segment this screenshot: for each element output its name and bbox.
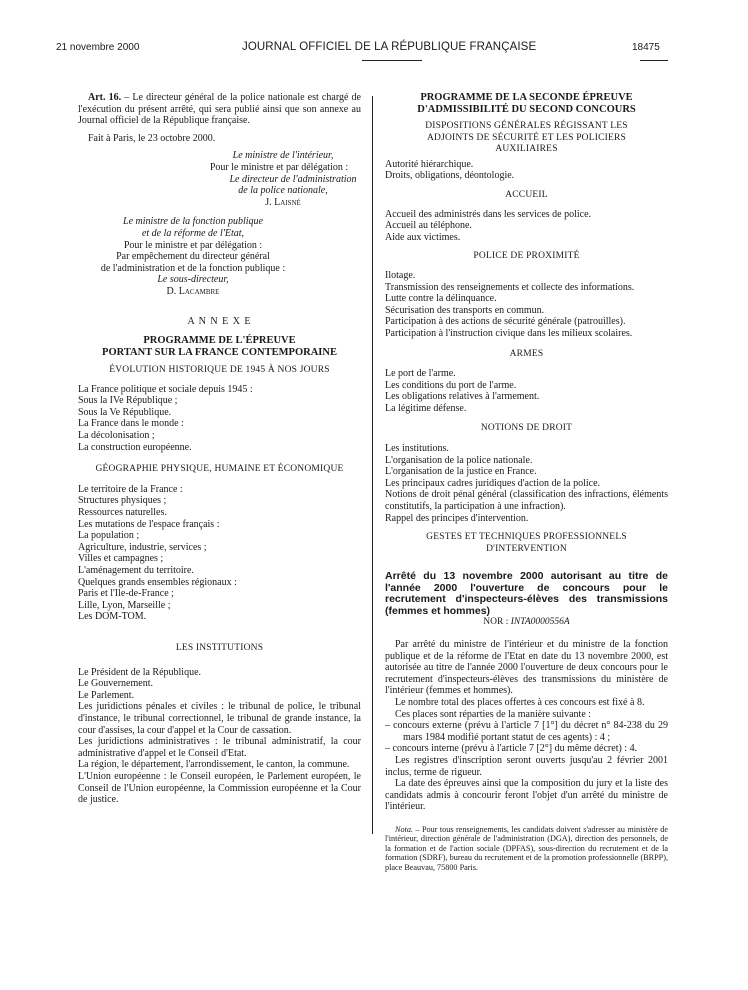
list-item: Les conditions du port de l'arme. (385, 379, 517, 391)
dash-item: – concours externe (prévu à l'article 7 [1°] du décret n° 84-238 du 29 mars 1984 modifié portant statut de ces agents) : 4 ; (385, 720, 668, 743)
annexe-heading: A N N E X E (187, 315, 252, 327)
list-item: Aide aux victimes. (385, 231, 461, 243)
list-item: La légitime défense. (385, 402, 467, 414)
gestes-heading: GESTES ET TECHNIQUES PROFESSIONNELS D'INTERVENTION (426, 532, 627, 554)
programme-title-2: PORTANT SUR LA FRANCE CONTEMPORAINE (102, 347, 337, 359)
list-item: Transmission des renseignements et collecte des informations. (385, 281, 635, 293)
column-separator (372, 96, 373, 834)
list-item: Ressources naturelles. (78, 507, 167, 519)
arrete-title: Arrêté du 13 novembre 2000 autorisant au titre de l'année 2000 l'ouverture de concours pour le recrutement d'inspecteurs-élèves des transmissions (femmes et hommes) (385, 570, 668, 617)
list-item: Structures physiques ; (78, 495, 167, 507)
list-item: Les mutations de l'espace français : (78, 518, 220, 530)
list-item: Le Gouvernement. (78, 678, 153, 690)
list-item: Droits, obligations, déontologie. (385, 170, 515, 182)
paragraph: L'Union européenne : le Conseil européen, le Parlement européen, le Conseil de l'Union européenne, la Commission européenne et la Cour de justice. (78, 770, 361, 806)
list-item: L'organisation de la police nationale. (385, 454, 533, 466)
list-item: Participation à des actions de sécurité générale (patrouilles). (385, 316, 626, 328)
list-item: La construction européenne. (78, 441, 192, 453)
list-item: Les institutions. (385, 443, 449, 455)
list-item: Accueil des administrés dans les services de police. (385, 208, 592, 220)
paragraph: Par arrêté du ministre de l'intérieur et du ministre de la fonction publique et de la réforme de l'Etat en date du 13 novembre 2000, est autorisée au titre de l'année 2000 l'ouverture de deux concours pour le recrutement d'inspecteurs-élèves des transmissions du ministère de l'intérieur (femmes et hommes). (385, 639, 668, 697)
list-item: Le Parlement. (78, 689, 135, 701)
signature-block-1: Le ministre de l'intérieur, Pour le ministre et par délégation : Le directeur de l'administration de la police nationale, J. Laisné (209, 150, 357, 208)
accueil-heading: ACCUEIL (505, 189, 548, 200)
list-item: Rappel des principes d'intervention. (385, 512, 529, 524)
paragraph: La région, le département, l'arrondissement, le canton, la commune. (78, 759, 350, 771)
list-item: Le territoire de la France : (78, 483, 183, 495)
nor-reference: NOR : INTA0000556A (483, 617, 570, 628)
paragraph: Le nombre total des places offertes à ces concours est fixé à 8. (395, 696, 645, 708)
evolution-heading: ÉVOLUTION HISTORIQUE DE 1945 À NOS JOURS (109, 365, 330, 376)
paragraph: Les juridictions administratives : le tribunal administratif, la cour administrative d'appel et le Conseil d'Etat. (78, 736, 361, 759)
droit-heading: NOTIONS DE DROIT (480, 423, 573, 434)
nota-note: Nota. – Pour tous renseignements, les candidats doivent s'adresser au ministère de l'intérieur, direction générale de l'administration (DGA), direction des personnels, de la formation et de l'action sociale (DPFAS), sous-direction du recrutement et de la formation (SDRF), bureau du recrutement et de la promotion professionnelle (BRPP), place Beauvau, 75800 Paris. (385, 824, 668, 872)
programme-title-1: PROGRAMME DE L'ÉPREUVE (143, 335, 296, 347)
proximite-heading: POLICE DE PROXIMITÉ (473, 251, 580, 262)
issue-date: 21 novembre 2000 (56, 42, 140, 53)
institutions-heading: LES INSTITUTIONS (175, 642, 264, 653)
paragraph: La date des épreuves ainsi que la composition du jury et la liste des candidats admis à concourir feront l'objet d'un arrêté du ministre de l'intérieur. (385, 778, 668, 813)
programme2-title-2: D'ADMISSIBILITÉ DU SECOND CONCOURS (417, 104, 636, 115)
list-item: La décolonisation ; (78, 430, 155, 442)
list-item: Quelques grands ensembles régionaux : (78, 576, 237, 588)
list-item: La France dans le monde : (78, 418, 184, 430)
list-item: Accueil au téléphone. (385, 220, 472, 232)
list-item: Autorité hiérarchique. (385, 158, 474, 170)
list-item: Le Président de la République. (78, 666, 202, 678)
list-item: Lille, Lyon, Marseille ; (78, 599, 171, 611)
list-item: Ilotage. (385, 269, 416, 281)
header-rule-right (640, 60, 668, 61)
list-item: Participation à l'instruction civique dans les milieux scolaires. (385, 327, 633, 339)
list-item: Notions de droit pénal général (classification des infractions, éléments constitutifs, la participation à une infraction). (385, 489, 668, 513)
paragraph: Ces places sont réparties de la manière suivante : (395, 708, 592, 720)
list-item: L'aménagement du territoire. (78, 565, 194, 576)
list-item: Les obligations relatives à l'armement. (385, 391, 540, 403)
list-item: Sous la IVe République ; (78, 395, 178, 407)
paragraph: Les juridictions pénales et civiles : le tribunal de police, le tribunal d'instance, le tribunal correctionnel, le tribunal de grande instance, la cour d'assises, la cour d'appel et la Cour de cassation. (78, 701, 361, 736)
page-number: 18475 (632, 42, 660, 53)
list-item: Sécurisation des transports en commun. (385, 304, 545, 316)
list-item: Villes et campagnes ; (78, 553, 164, 565)
page-header (0, 0, 748, 70)
journal-title: JOURNAL OFFICIEL DE LA RÉPUBLIQUE FRANÇAISE (242, 41, 537, 53)
list-item: Paris et l'Ile-de-France ; (78, 588, 174, 600)
programme2-title-1: PROGRAMME DE LA SECONDE ÉPREUVE (420, 92, 633, 103)
list-item: La France politique et sociale depuis 1945 : (78, 383, 253, 395)
list-item: L'organisation de la justice en France. (385, 466, 537, 478)
list-item: Les DOM-TOM. (78, 611, 147, 623)
list-item: Agriculture, industrie, services ; (78, 541, 207, 553)
signature-block-2: Le ministre de la fonction publique et de la réforme de l'Etat, Pour le ministre et par délégation : Par empêchement du directeur général de l'administration et de la fonction publique : Le sous-directeur, D. Lacambre (100, 216, 286, 297)
list-item: Sous la Ve République. (78, 406, 172, 418)
list-item: La population ; (78, 530, 140, 542)
list-item: Lutte contre la délinquance. (385, 293, 497, 305)
dash-item: – concours interne (prévu à l'article 7 [2°] du même décret) : 4. (385, 743, 638, 755)
dispositions-heading: DISPOSITIONS GÉNÉRALES RÉGISSANT LES ADJOINTS DE SÉCURITÉ ET LES POLICIERS AUXILIAIRES (425, 121, 628, 155)
paragraph: Les registres d'inscription seront ouverts jusqu'au 2 février 2001 inclus, terme de rigueur. (385, 754, 668, 778)
header-rule-left (362, 60, 422, 61)
list-item: Le port de l'arme. (385, 368, 456, 380)
article-16: Art. 16. – Le directeur général de la police nationale est chargé de l'exécution du présent arrêté, qui sera publié ainsi que son annexe au Journal officiel de la République française. (78, 92, 361, 127)
left-column (78, 92, 361, 806)
armes-heading: ARMES (509, 348, 544, 359)
fait-a-paris: Fait à Paris, le 23 octobre 2000. (88, 132, 216, 144)
list-item: Les principaux cadres juridiques d'action de la police. (385, 477, 601, 489)
geographie-heading: GÉOGRAPHIE PHYSIQUE, HUMAINE ET ÉCONOMIQUE (95, 464, 344, 475)
right-column (385, 92, 668, 872)
